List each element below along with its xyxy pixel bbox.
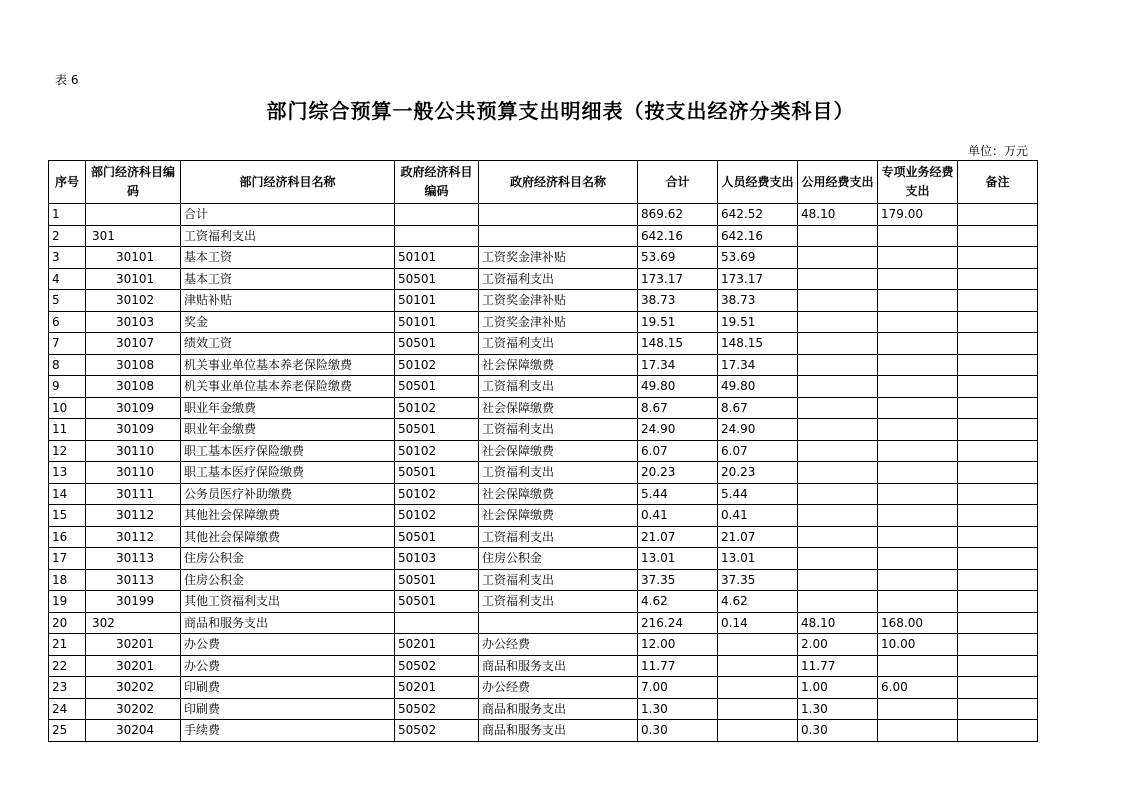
cell-gov-code: 50101 — [395, 290, 479, 312]
cell-gov-code — [395, 204, 479, 226]
cell-dept-name: 办公费 — [181, 655, 395, 677]
cell-special — [878, 440, 958, 462]
table-row — [49, 483, 1038, 505]
cell-seq: 20 — [49, 612, 86, 634]
cell-public — [798, 462, 878, 484]
cell-personnel — [718, 634, 798, 656]
cell-seq: 24 — [49, 698, 86, 720]
cell-gov-code: 50102 — [395, 354, 479, 376]
cell-special — [878, 655, 958, 677]
cell-seq: 5 — [49, 290, 86, 312]
table-row — [49, 548, 1038, 570]
cell-personnel — [718, 698, 798, 720]
cell-dept-code: 30109 — [86, 419, 181, 441]
cell-gov-code: 50102 — [395, 440, 479, 462]
cell-gov-name: 办公经费 — [479, 677, 638, 699]
cell-special — [878, 268, 958, 290]
cell-special — [878, 225, 958, 247]
cell-gov-code: 50501 — [395, 591, 479, 613]
cell-seq: 11 — [49, 419, 86, 441]
cell-note — [958, 462, 1038, 484]
cell-dept-name: 办公费 — [181, 634, 395, 656]
cell-public — [798, 419, 878, 441]
cell-gov-name: 商品和服务支出 — [479, 655, 638, 677]
cell-special — [878, 548, 958, 570]
cell-note — [958, 677, 1038, 699]
cell-personnel: 8.67 — [718, 397, 798, 419]
cell-special — [878, 247, 958, 269]
cell-personnel: 49.80 — [718, 376, 798, 398]
cell-total: 7.00 — [638, 677, 718, 699]
cell-note — [958, 311, 1038, 333]
cell-gov-code: 50502 — [395, 655, 479, 677]
cell-gov-name: 工资福利支出 — [479, 591, 638, 613]
cell-note — [958, 376, 1038, 398]
cell-gov-name: 社会保障缴费 — [479, 483, 638, 505]
cell-gov-name: 办公经费 — [479, 634, 638, 656]
cell-gov-name: 工资奖金津补贴 — [479, 311, 638, 333]
cell-seq: 7 — [49, 333, 86, 355]
cell-gov-name: 工资福利支出 — [479, 268, 638, 290]
cell-total: 173.17 — [638, 268, 718, 290]
cell-dept-code: 30111 — [86, 483, 181, 505]
table-row — [49, 354, 1038, 376]
cell-dept-code: 30101 — [86, 268, 181, 290]
cell-personnel: 148.15 — [718, 333, 798, 355]
cell-dept-name: 其他社会保障缴费 — [181, 526, 395, 548]
cell-note — [958, 204, 1038, 226]
cell-seq: 17 — [49, 548, 86, 570]
cell-special — [878, 720, 958, 742]
cell-dept-code: 30107 — [86, 333, 181, 355]
cell-dept-code: 30113 — [86, 569, 181, 591]
cell-gov-code: 50501 — [395, 462, 479, 484]
cell-total: 13.01 — [638, 548, 718, 570]
cell-dept-code: 302 — [86, 612, 181, 634]
cell-gov-code — [395, 612, 479, 634]
cell-seq: 19 — [49, 591, 86, 613]
cell-seq: 6 — [49, 311, 86, 333]
cell-personnel — [718, 720, 798, 742]
cell-dept-code: 30201 — [86, 634, 181, 656]
cell-gov-code: 50101 — [395, 311, 479, 333]
cell-special — [878, 483, 958, 505]
cell-total: 38.73 — [638, 290, 718, 312]
cell-gov-name: 工资福利支出 — [479, 333, 638, 355]
cell-personnel: 642.16 — [718, 225, 798, 247]
cell-seq: 4 — [49, 268, 86, 290]
cell-special: 168.00 — [878, 612, 958, 634]
table-row — [49, 655, 1038, 677]
table-row — [49, 419, 1038, 441]
cell-dept-code: 30109 — [86, 397, 181, 419]
cell-dept-name: 其他工资福利支出 — [181, 591, 395, 613]
cell-total: 1.30 — [638, 698, 718, 720]
page-title: 部门综合预算一般公共预算支出明细表（按支出经济分类科目） — [266, 99, 855, 123]
cell-dept-code: 30108 — [86, 354, 181, 376]
cell-public — [798, 247, 878, 269]
cell-dept-code: 30110 — [86, 462, 181, 484]
cell-note — [958, 569, 1038, 591]
cell-seq: 9 — [49, 376, 86, 398]
cell-dept-code: 30204 — [86, 720, 181, 742]
cell-dept-code: 30108 — [86, 376, 181, 398]
table-body — [49, 204, 1038, 742]
cell-dept-code: 30113 — [86, 548, 181, 570]
cell-public: 48.10 — [798, 612, 878, 634]
cell-gov-name: 商品和服务支出 — [479, 698, 638, 720]
cell-dept-name: 印刷费 — [181, 677, 395, 699]
cell-public — [798, 591, 878, 613]
cell-seq: 13 — [49, 462, 86, 484]
cell-personnel: 20.23 — [718, 462, 798, 484]
cell-special — [878, 569, 958, 591]
cell-gov-name: 工资福利支出 — [479, 376, 638, 398]
table-row — [49, 698, 1038, 720]
cell-total: 12.00 — [638, 634, 718, 656]
cell-note — [958, 548, 1038, 570]
cell-note — [958, 483, 1038, 505]
cell-personnel — [718, 677, 798, 699]
cell-public: 11.77 — [798, 655, 878, 677]
cell-total: 6.07 — [638, 440, 718, 462]
cell-special — [878, 526, 958, 548]
cell-gov-code: 50102 — [395, 483, 479, 505]
table-row — [49, 397, 1038, 419]
cell-gov-name: 社会保障缴费 — [479, 505, 638, 527]
cell-note — [958, 354, 1038, 376]
table-row — [49, 333, 1038, 355]
cell-personnel: 6.07 — [718, 440, 798, 462]
cell-dept-code: 30202 — [86, 677, 181, 699]
cell-gov-name: 商品和服务支出 — [479, 720, 638, 742]
cell-total: 53.69 — [638, 247, 718, 269]
cell-note — [958, 268, 1038, 290]
cell-personnel: 4.62 — [718, 591, 798, 613]
header-dept-code: 部门经济科目编码 — [86, 161, 181, 204]
header-note: 备注 — [958, 161, 1038, 204]
cell-seq: 15 — [49, 505, 86, 527]
cell-seq: 18 — [49, 569, 86, 591]
table-row — [49, 440, 1038, 462]
cell-note — [958, 698, 1038, 720]
cell-public — [798, 311, 878, 333]
cell-dept-name: 住房公积金 — [181, 548, 395, 570]
cell-public — [798, 548, 878, 570]
cell-special — [878, 333, 958, 355]
cell-dept-name: 手续费 — [181, 720, 395, 742]
cell-gov-name: 工资福利支出 — [479, 462, 638, 484]
cell-personnel: 21.07 — [718, 526, 798, 548]
cell-dept-name: 商品和服务支出 — [181, 612, 395, 634]
cell-seq: 14 — [49, 483, 86, 505]
cell-dept-code: 30199 — [86, 591, 181, 613]
cell-personnel: 0.14 — [718, 612, 798, 634]
cell-total: 8.67 — [638, 397, 718, 419]
cell-gov-code: 50501 — [395, 268, 479, 290]
cell-personnel: 13.01 — [718, 548, 798, 570]
cell-total: 148.15 — [638, 333, 718, 355]
table-row — [49, 247, 1038, 269]
cell-public — [798, 505, 878, 527]
cell-dept-name: 基本工资 — [181, 268, 395, 290]
cell-dept-code: 301 — [86, 225, 181, 247]
cell-dept-code: 30201 — [86, 655, 181, 677]
sheet-label: 表 6 — [55, 73, 79, 87]
cell-dept-name: 基本工资 — [181, 247, 395, 269]
cell-dept-name: 印刷费 — [181, 698, 395, 720]
cell-dept-code: 30103 — [86, 311, 181, 333]
cell-gov-code: 50201 — [395, 677, 479, 699]
cell-gov-name: 工资奖金津补贴 — [479, 247, 638, 269]
cell-public: 48.10 — [798, 204, 878, 226]
cell-public — [798, 569, 878, 591]
cell-personnel: 53.69 — [718, 247, 798, 269]
table-row — [49, 311, 1038, 333]
cell-dept-name: 其他社会保障缴费 — [181, 505, 395, 527]
cell-public — [798, 225, 878, 247]
cell-personnel: 173.17 — [718, 268, 798, 290]
cell-gov-name: 工资福利支出 — [479, 526, 638, 548]
table-row — [49, 677, 1038, 699]
header-dept-name: 部门经济科目名称 — [181, 161, 395, 204]
cell-total: 4.62 — [638, 591, 718, 613]
cell-dept-name: 机关事业单位基本养老保险缴费 — [181, 354, 395, 376]
cell-seq: 2 — [49, 225, 86, 247]
cell-public: 0.30 — [798, 720, 878, 742]
cell-gov-name: 住房公积金 — [479, 548, 638, 570]
cell-dept-code: 30102 — [86, 290, 181, 312]
cell-gov-code: 50501 — [395, 376, 479, 398]
cell-special — [878, 376, 958, 398]
cell-gov-name: 工资奖金津补贴 — [479, 290, 638, 312]
cell-personnel — [718, 655, 798, 677]
cell-seq: 22 — [49, 655, 86, 677]
unit-label: 单位：万元 — [967, 144, 1028, 158]
cell-note — [958, 612, 1038, 634]
cell-gov-code: 50501 — [395, 526, 479, 548]
cell-special — [878, 419, 958, 441]
cell-total: 5.44 — [638, 483, 718, 505]
cell-dept-code — [86, 204, 181, 226]
cell-seq: 12 — [49, 440, 86, 462]
header-personnel: 人员经费支出 — [718, 161, 798, 204]
cell-total: 24.90 — [638, 419, 718, 441]
table-row — [49, 268, 1038, 290]
cell-public — [798, 354, 878, 376]
cell-gov-name: 工资福利支出 — [479, 569, 638, 591]
cell-special — [878, 698, 958, 720]
cell-seq: 8 — [49, 354, 86, 376]
cell-total: 642.16 — [638, 225, 718, 247]
table-header — [49, 161, 1038, 204]
table-row — [49, 569, 1038, 591]
cell-public — [798, 440, 878, 462]
cell-note — [958, 419, 1038, 441]
cell-gov-name — [479, 225, 638, 247]
cell-personnel: 5.44 — [718, 483, 798, 505]
cell-public — [798, 268, 878, 290]
header-row — [49, 161, 1038, 204]
cell-dept-name: 职工基本医疗保险缴费 — [181, 440, 395, 462]
cell-total: 17.34 — [638, 354, 718, 376]
cell-public — [798, 333, 878, 355]
cell-gov-code: 50501 — [395, 419, 479, 441]
table-row — [49, 462, 1038, 484]
cell-gov-code: 50101 — [395, 247, 479, 269]
header-total: 合计 — [638, 161, 718, 204]
cell-public — [798, 290, 878, 312]
cell-seq: 25 — [49, 720, 86, 742]
cell-note — [958, 634, 1038, 656]
cell-dept-code: 30112 — [86, 505, 181, 527]
cell-dept-name: 工资福利支出 — [181, 225, 395, 247]
cell-gov-code: 50501 — [395, 569, 479, 591]
cell-total: 37.35 — [638, 569, 718, 591]
header-special: 专项业务经费支出 — [878, 161, 958, 204]
cell-special — [878, 311, 958, 333]
cell-dept-name: 公务员医疗补助缴费 — [181, 483, 395, 505]
cell-special — [878, 290, 958, 312]
cell-total: 869.62 — [638, 204, 718, 226]
cell-total: 20.23 — [638, 462, 718, 484]
table-row — [49, 290, 1038, 312]
header-gov-name: 政府经济科目名称 — [479, 161, 638, 204]
table-row — [49, 720, 1038, 742]
cell-dept-code: 30202 — [86, 698, 181, 720]
table-row — [49, 376, 1038, 398]
cell-dept-name: 奖金 — [181, 311, 395, 333]
cell-public — [798, 483, 878, 505]
table-row — [49, 225, 1038, 247]
cell-dept-name: 职工基本医疗保险缴费 — [181, 462, 395, 484]
table-row — [49, 591, 1038, 613]
header-seq: 序号 — [49, 161, 86, 204]
cell-gov-name — [479, 204, 638, 226]
cell-note — [958, 655, 1038, 677]
cell-special — [878, 505, 958, 527]
cell-personnel: 38.73 — [718, 290, 798, 312]
cell-personnel: 17.34 — [718, 354, 798, 376]
cell-gov-name: 社会保障缴费 — [479, 397, 638, 419]
cell-seq: 1 — [49, 204, 86, 226]
cell-gov-code: 50102 — [395, 505, 479, 527]
cell-gov-code — [395, 225, 479, 247]
cell-special — [878, 354, 958, 376]
cell-gov-code: 50102 — [395, 397, 479, 419]
cell-dept-name: 机关事业单位基本养老保险缴费 — [181, 376, 395, 398]
cell-total: 49.80 — [638, 376, 718, 398]
cell-note — [958, 247, 1038, 269]
cell-note — [958, 720, 1038, 742]
cell-note — [958, 290, 1038, 312]
cell-special — [878, 462, 958, 484]
cell-note — [958, 397, 1038, 419]
budget-table — [48, 160, 1038, 742]
table-row — [49, 526, 1038, 548]
cell-special — [878, 397, 958, 419]
cell-seq: 16 — [49, 526, 86, 548]
cell-dept-name: 津贴补贴 — [181, 290, 395, 312]
header-public: 公用经费支出 — [798, 161, 878, 204]
cell-total: 216.24 — [638, 612, 718, 634]
cell-public: 1.00 — [798, 677, 878, 699]
cell-gov-name: 工资福利支出 — [479, 419, 638, 441]
cell-note — [958, 225, 1038, 247]
cell-total: 0.30 — [638, 720, 718, 742]
cell-note — [958, 526, 1038, 548]
cell-dept-code: 30101 — [86, 247, 181, 269]
cell-note — [958, 440, 1038, 462]
cell-dept-name: 住房公积金 — [181, 569, 395, 591]
cell-personnel: 642.52 — [718, 204, 798, 226]
cell-total: 19.51 — [638, 311, 718, 333]
cell-gov-name — [479, 612, 638, 634]
cell-special: 10.00 — [878, 634, 958, 656]
cell-gov-code: 50103 — [395, 548, 479, 570]
cell-personnel: 24.90 — [718, 419, 798, 441]
cell-dept-name: 职业年金缴费 — [181, 397, 395, 419]
cell-total: 0.41 — [638, 505, 718, 527]
cell-personnel: 37.35 — [718, 569, 798, 591]
cell-dept-name: 合计 — [181, 204, 395, 226]
cell-note — [958, 591, 1038, 613]
cell-total: 11.77 — [638, 655, 718, 677]
cell-dept-code: 30112 — [86, 526, 181, 548]
table-row — [49, 505, 1038, 527]
cell-seq: 10 — [49, 397, 86, 419]
cell-gov-name: 社会保障缴费 — [479, 440, 638, 462]
header-gov-code: 政府经济科目编码 — [395, 161, 479, 204]
cell-dept-name: 绩效工资 — [181, 333, 395, 355]
table-row — [49, 634, 1038, 656]
cell-gov-code: 50501 — [395, 333, 479, 355]
cell-personnel: 0.41 — [718, 505, 798, 527]
cell-note — [958, 333, 1038, 355]
cell-seq: 21 — [49, 634, 86, 656]
cell-personnel: 19.51 — [718, 311, 798, 333]
table-row — [49, 612, 1038, 634]
cell-note — [958, 505, 1038, 527]
cell-public — [798, 397, 878, 419]
cell-public: 1.30 — [798, 698, 878, 720]
cell-public — [798, 526, 878, 548]
table-row — [49, 204, 1038, 226]
cell-special — [878, 591, 958, 613]
cell-special: 179.00 — [878, 204, 958, 226]
cell-gov-code: 50502 — [395, 720, 479, 742]
cell-gov-name: 社会保障缴费 — [479, 354, 638, 376]
cell-seq: 23 — [49, 677, 86, 699]
cell-special: 6.00 — [878, 677, 958, 699]
cell-dept-name: 职业年金缴费 — [181, 419, 395, 441]
cell-seq: 3 — [49, 247, 86, 269]
cell-dept-code: 30110 — [86, 440, 181, 462]
cell-public — [798, 376, 878, 398]
cell-total: 21.07 — [638, 526, 718, 548]
cell-gov-code: 50201 — [395, 634, 479, 656]
cell-public: 2.00 — [798, 634, 878, 656]
cell-gov-code: 50502 — [395, 698, 479, 720]
